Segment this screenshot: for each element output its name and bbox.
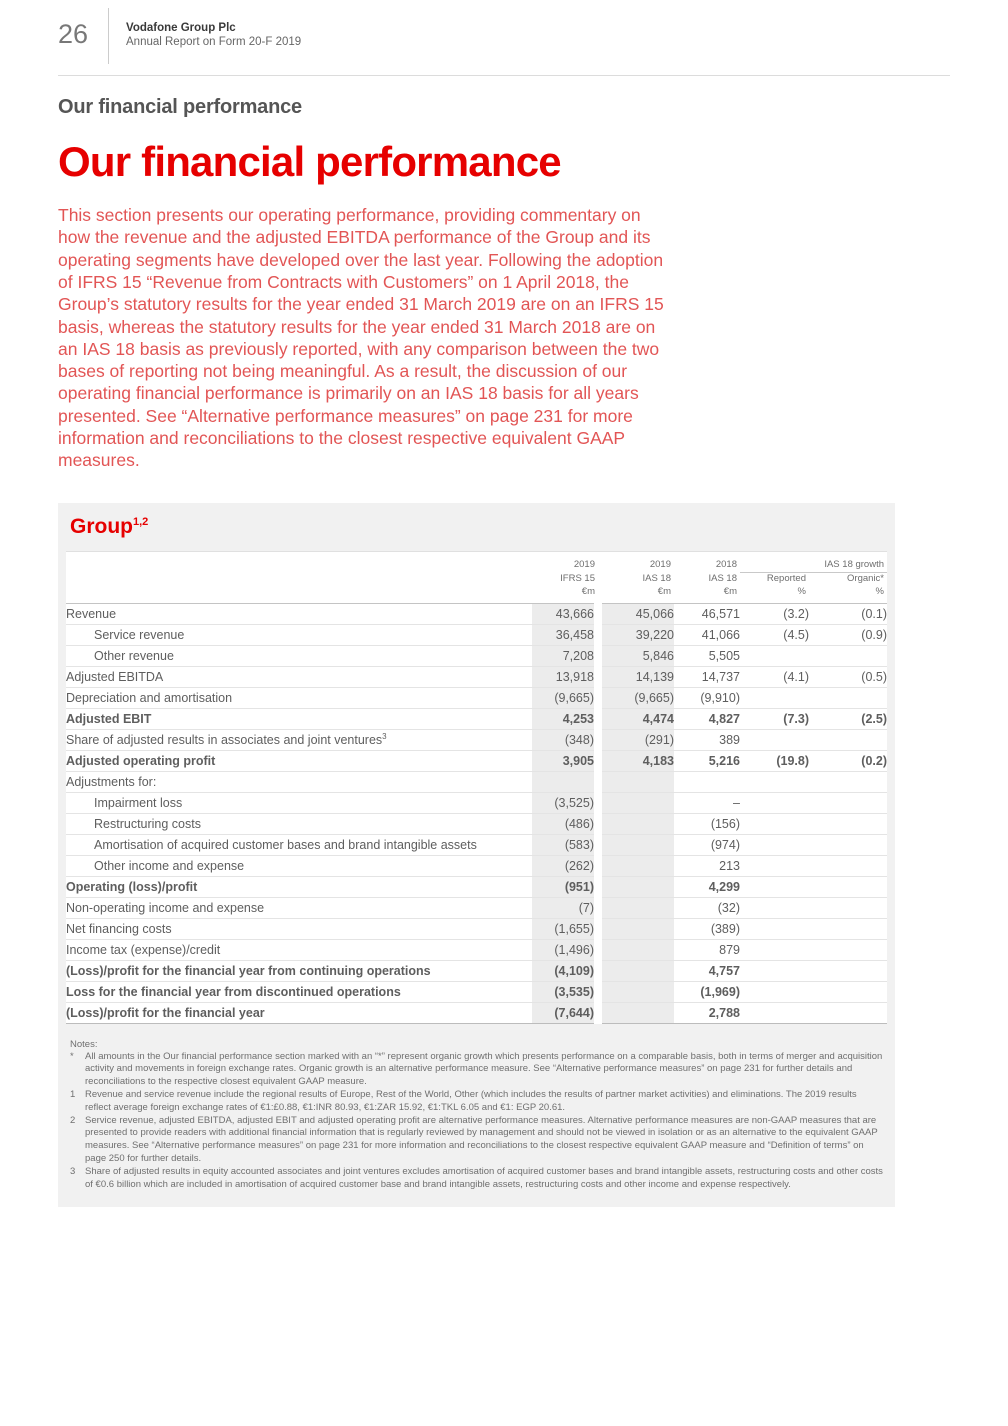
col-header-unit-3: % — [797, 585, 806, 597]
note-item — [70, 1051, 883, 1089]
cell-ias18-2018: (1,969) — [674, 981, 740, 1002]
note-item — [70, 1089, 883, 1115]
col-header-unit-4: % — [875, 585, 884, 597]
header-rule — [58, 75, 950, 76]
col-header-unit-1: €m — [657, 585, 671, 597]
row-label: Net financing costs — [66, 918, 532, 939]
cell-ias18-2018: 46,571 — [674, 603, 740, 624]
cell-growth-organic: (0.5) — [809, 666, 887, 687]
cell-ias18-2018: 4,299 — [674, 876, 740, 897]
table-row — [66, 687, 887, 708]
cell-growth-organic — [809, 876, 887, 897]
cell-growth-reported — [740, 729, 809, 750]
header-divider — [108, 8, 109, 64]
cell-ias18-2019 — [598, 960, 674, 981]
cell-growth-organic — [809, 1002, 887, 1023]
cell-ias18-2018: 14,737 — [674, 666, 740, 687]
cell-ifrs15-2019: (951) — [532, 876, 598, 897]
row-label: Adjusted EBIT — [66, 708, 532, 729]
table-row — [66, 834, 887, 855]
cell-growth-organic — [809, 834, 887, 855]
cell-ifrs15-2019: 7,208 — [532, 645, 598, 666]
cell-growth-reported: (19.8) — [740, 750, 809, 771]
table-row — [66, 729, 887, 750]
row-label: Adjustments for: — [66, 771, 532, 792]
col-header-basis-1: IAS 18 — [642, 572, 671, 584]
cell-growth-organic — [809, 687, 887, 708]
cell-growth-reported — [740, 960, 809, 981]
table-row — [66, 750, 887, 771]
row-label: Amortisation of acquired customer bases and brand intangible assets — [66, 834, 532, 855]
cell-growth-reported — [740, 918, 809, 939]
notes-heading: Notes: — [70, 1038, 98, 1050]
cell-ias18-2018: 5,505 — [674, 645, 740, 666]
cell-ias18-2018: (389) — [674, 918, 740, 939]
cell-ias18-2019 — [598, 834, 674, 855]
financial-panel — [58, 503, 895, 1208]
table-row — [66, 960, 887, 981]
cell-ias18-2018: 5,216 — [674, 750, 740, 771]
page-title: Our financial performance — [58, 138, 561, 185]
row-label: Other income and expense — [66, 855, 532, 876]
cell-growth-reported — [740, 771, 809, 792]
note-text: Share of adjusted results in equity accounted associates and joint ventures excludes amortisation of acquired customer bases and brand intangible assets, restructuring costs and other costs of €0.6 billion which are included in amortisation of acquired customer base and brand intangible assets, restructuring costs and other income and expense respectively. — [85, 1165, 883, 1190]
table-row — [66, 666, 887, 687]
cell-ias18-2019 — [598, 1002, 674, 1023]
cell-growth-reported — [740, 645, 809, 666]
cell-growth-reported: (3.2) — [740, 603, 809, 624]
col-header-unit-2: €m — [723, 585, 737, 597]
page-number: 26 — [58, 19, 89, 49]
intro-paragraph: This section presents our operating performance, providing commentary on how the revenue and the adjusted EBITDA performance of the Group and its operating segments have developed over the last year. Following the adoption of IFRS 15 “Revenue from Contracts with Customers” on 1 April 2018, the Group’s statutory results for the year ended 31 March 2019 are on an IFRS 15 basis, whereas the statutory results for the year ended 31 March 2018 are on an IAS 18 basis as previously reported, with any comparison between the two bases of reporting not being meaningful. As a result, the discussion of our operating financial performance is primarily on an IAS 18 basis for all years presented. See “Alternative performance measures” on page 231 for more information and reconciliations to the closest respective equivalent GAAP measures. — [58, 205, 664, 471]
cell-ias18-2018: 2,788 — [674, 1002, 740, 1023]
cell-ias18-2019: (9,665) — [598, 687, 674, 708]
cell-growth-reported — [740, 876, 809, 897]
cell-growth-reported — [740, 1002, 809, 1023]
row-label: Revenue — [66, 603, 532, 624]
company-name: Vodafone Group Plc — [126, 22, 236, 34]
cell-growth-reported: (7.3) — [740, 708, 809, 729]
note-marker: 3 — [70, 1165, 76, 1177]
col-header-year-2: 2018 — [715, 559, 737, 571]
col-header-basis-3: Reported — [766, 572, 806, 584]
cell-ifrs15-2019: 13,918 — [532, 666, 598, 687]
cell-ias18-2018: – — [674, 792, 740, 813]
row-label: Non-operating income and expense — [66, 897, 532, 918]
notes-section — [66, 1024, 887, 1196]
row-label: Other revenue — [66, 645, 532, 666]
cell-ias18-2019 — [598, 876, 674, 897]
col-header-basis-2: IAS 18 — [708, 572, 737, 584]
cell-growth-organic: (0.1) — [809, 603, 887, 624]
cell-ias18-2018: 41,066 — [674, 624, 740, 645]
col-header-unit-0: €m — [581, 585, 595, 597]
cell-ifrs15-2019: (7) — [532, 897, 598, 918]
table-header — [66, 551, 887, 603]
notes-list — [70, 1051, 883, 1192]
table-row — [66, 708, 887, 729]
table-row — [66, 624, 887, 645]
cell-growth-organic — [809, 813, 887, 834]
row-label: Impairment loss — [66, 792, 532, 813]
cell-ifrs15-2019: (4,109) — [532, 960, 598, 981]
cell-ias18-2019 — [598, 771, 674, 792]
page-header — [0, 0, 1008, 64]
note-marker: * — [70, 1050, 74, 1062]
cell-ias18-2019: 4,183 — [598, 750, 674, 771]
cell-ifrs15-2019 — [532, 771, 598, 792]
row-label: Depreciation and amortisation — [66, 687, 532, 708]
cell-ifrs15-2019: (9,665) — [532, 687, 598, 708]
group-heading — [70, 515, 883, 539]
table-row — [66, 1002, 887, 1023]
cell-growth-reported — [740, 855, 809, 876]
group-financials-table — [66, 551, 887, 1024]
cell-ias18-2019 — [598, 792, 674, 813]
note-marker: 2 — [70, 1114, 76, 1126]
section-heading: Our financial performance — [58, 96, 302, 118]
table-row — [66, 792, 887, 813]
cell-growth-organic — [809, 918, 887, 939]
group-heading-superscript: 1,2 — [133, 515, 149, 528]
cell-growth-reported: (4.5) — [740, 624, 809, 645]
cell-ias18-2019 — [598, 855, 674, 876]
cell-growth-organic — [809, 645, 887, 666]
cell-ias18-2019 — [598, 939, 674, 960]
table-body — [66, 603, 887, 1023]
cell-ias18-2019: 14,139 — [598, 666, 674, 687]
cell-ifrs15-2019: (1,655) — [532, 918, 598, 939]
cell-growth-reported — [740, 687, 809, 708]
report-title: Annual Report on Form 20-F 2019 — [126, 36, 302, 48]
note-marker: 1 — [70, 1089, 76, 1101]
cell-growth-organic — [809, 960, 887, 981]
row-label: Share of adjusted results in associates and joint ventures$^3$ — [66, 729, 532, 750]
cell-ias18-2018: 213 — [674, 855, 740, 876]
col-header-growth-group: IAS 18 growth — [740, 551, 887, 572]
cell-ias18-2018 — [674, 771, 740, 792]
table-row — [66, 813, 887, 834]
cell-ifrs15-2019: 43,666 — [532, 603, 598, 624]
cell-ias18-2019: 39,220 — [598, 624, 674, 645]
header-meta — [126, 18, 301, 64]
table-row — [66, 771, 887, 792]
table-row — [66, 603, 887, 624]
cell-growth-reported — [740, 981, 809, 1002]
cell-ias18-2019 — [598, 918, 674, 939]
cell-growth-organic — [809, 792, 887, 813]
table-row — [66, 918, 887, 939]
cell-ias18-2019 — [598, 813, 674, 834]
note-text: All amounts in the Our financial performance section marked with an “*” represent organic growth which presents performance on a comparable basis, both in terms of merger and acquisition activity and movements in foreign exchange rates. Organic growth is an alternative performance measure. See “Alternative performance measures” on page 231 for further details and reconciliations to the respective closest equivalent GAAP measure. — [85, 1050, 883, 1088]
cell-ias18-2018: (9,910) — [674, 687, 740, 708]
row-label: Loss for the financial year from discontinued operations — [66, 981, 532, 1002]
col-header-basis-4: Organic* — [847, 572, 884, 584]
cell-growth-reported: (4.1) — [740, 666, 809, 687]
cell-ifrs15-2019: (486) — [532, 813, 598, 834]
cell-ifrs15-2019: (3,525) — [532, 792, 598, 813]
cell-ifrs15-2019: (583) — [532, 834, 598, 855]
cell-growth-organic — [809, 729, 887, 750]
table-row — [66, 939, 887, 960]
cell-growth-reported — [740, 834, 809, 855]
cell-ias18-2019: 5,846 — [598, 645, 674, 666]
cell-growth-reported — [740, 813, 809, 834]
cell-ifrs15-2019: (3,535) — [532, 981, 598, 1002]
row-label: (Loss)/profit for the financial year — [66, 1002, 532, 1023]
cell-ias18-2018: 4,757 — [674, 960, 740, 981]
cell-ifrs15-2019: 4,253 — [532, 708, 598, 729]
cell-growth-organic — [809, 981, 887, 1002]
table-row — [66, 897, 887, 918]
cell-ifrs15-2019: (7,644) — [532, 1002, 598, 1023]
row-label: Restructuring costs — [66, 813, 532, 834]
col-header-label — [66, 551, 532, 603]
group-heading-text: Group — [70, 514, 133, 538]
table-row — [66, 981, 887, 1002]
cell-ias18-2018: 4,827 — [674, 708, 740, 729]
cell-growth-organic — [809, 897, 887, 918]
cell-ifrs15-2019: 3,905 — [532, 750, 598, 771]
cell-ias18-2019 — [598, 897, 674, 918]
cell-ifrs15-2019: (1,496) — [532, 939, 598, 960]
cell-ias18-2018: (32) — [674, 897, 740, 918]
cell-ias18-2018: 879 — [674, 939, 740, 960]
cell-ias18-2019: 45,066 — [598, 603, 674, 624]
note-item — [70, 1115, 883, 1166]
cell-ias18-2018: (974) — [674, 834, 740, 855]
cell-ifrs15-2019: 36,458 — [532, 624, 598, 645]
cell-ias18-2019 — [598, 981, 674, 1002]
note-text: Revenue and service revenue include the regional results of Europe, Rest of the World, Other (which includes the results of partner market activities) and eliminations. The 2019 results reflect average foreign exchange rates of €1:£0.88, €1:INR 80.93, €1:ZAR 15.92, €1:TKL 6.05 and €1: EGP 20.61. — [85, 1089, 857, 1113]
cell-ifrs15-2019: (348) — [532, 729, 598, 750]
cell-ias18-2018: (156) — [674, 813, 740, 834]
row-label: Operating (loss)/profit — [66, 876, 532, 897]
cell-growth-reported — [740, 939, 809, 960]
note-text: Service revenue, adjusted EBITDA, adjusted EBIT and adjusted operating profit are alternative performance measures. Alternative performance measures are non-GAAP measures that are presented to provide readers with additional financial information that is regularly reviewed by management and should not be viewed in isolation or as an alternative to the equivalent GAAP measures. See “Alternative performance measures” on page 231 for more information and reconciliations to the closest respective equivalent GAAP measure and “Definition of terms” on page 250 for further details. — [85, 1114, 878, 1165]
row-label-superscript: 3 — [382, 732, 387, 742]
note-item — [70, 1166, 883, 1192]
table-row — [66, 855, 887, 876]
table-row — [66, 645, 887, 666]
cell-ias18-2019: 4,474 — [598, 708, 674, 729]
cell-ifrs15-2019: (262) — [532, 855, 598, 876]
cell-growth-reported — [740, 792, 809, 813]
cell-growth-organic: (2.5) — [809, 708, 887, 729]
row-label: Income tax (expense)/credit — [66, 939, 532, 960]
cell-growth-organic — [809, 939, 887, 960]
col-header-basis-0: IFRS 15 — [560, 572, 595, 584]
cell-growth-organic — [809, 771, 887, 792]
col-header-year-1: 2019 — [649, 559, 671, 571]
cell-ias18-2019: (291) — [598, 729, 674, 750]
row-label: Adjusted EBITDA — [66, 666, 532, 687]
cell-ias18-2018: 389 — [674, 729, 740, 750]
cell-growth-organic: (0.2) — [809, 750, 887, 771]
cell-growth-organic — [809, 855, 887, 876]
row-label: Adjusted operating profit — [66, 750, 532, 771]
table-row — [66, 876, 887, 897]
cell-growth-organic: (0.9) — [809, 624, 887, 645]
cell-growth-reported — [740, 897, 809, 918]
row-label: (Loss)/profit for the financial year from continuing operations — [66, 960, 532, 981]
row-label: Service revenue — [66, 624, 532, 645]
col-header-year-0: 2019 — [573, 559, 595, 571]
